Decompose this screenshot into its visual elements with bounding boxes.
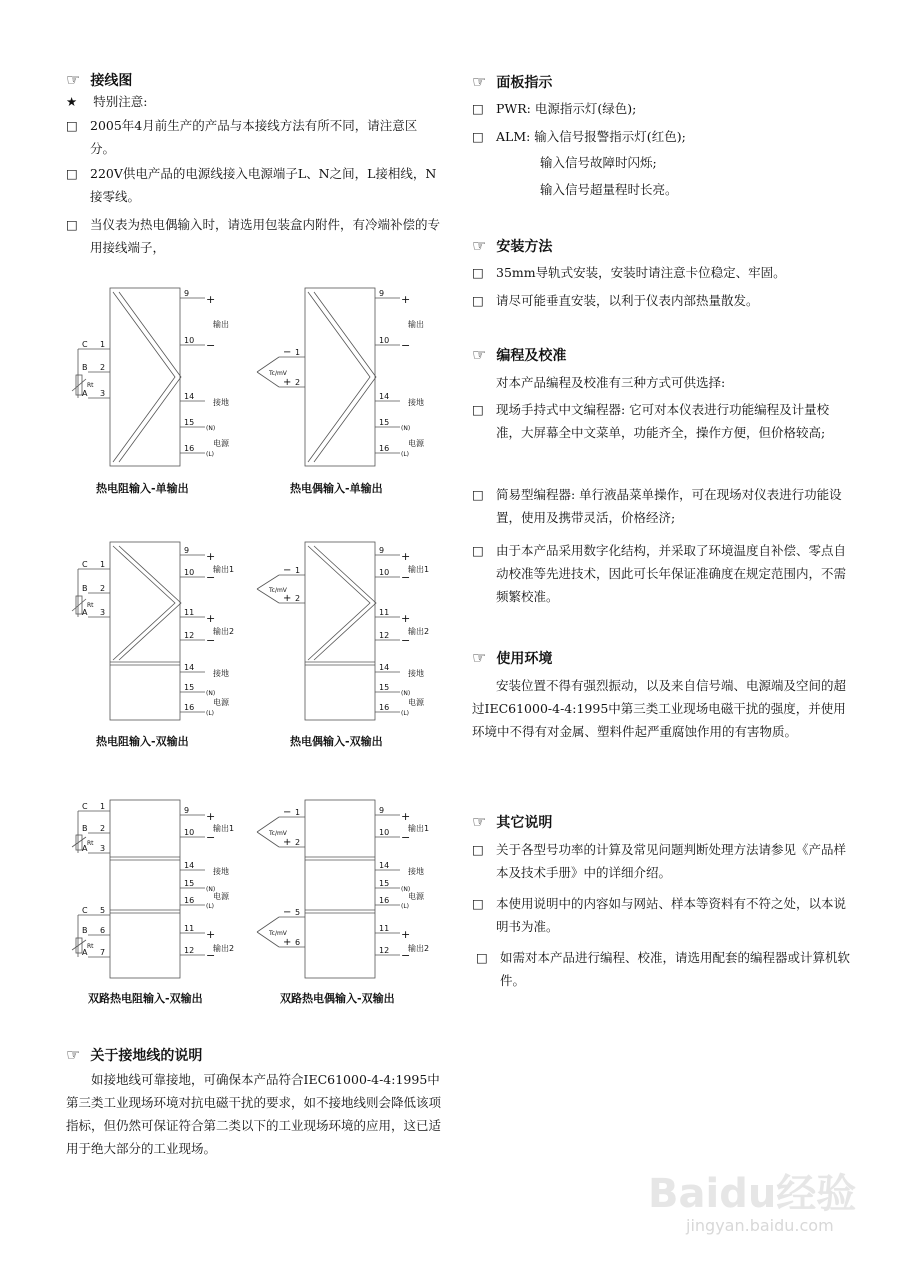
svg-text:12: 12 [379,631,390,640]
svg-text:5: 5 [295,908,301,917]
svg-text:16: 16 [184,444,195,453]
svg-text:11: 11 [184,924,195,933]
svg-text:−: − [401,571,411,584]
checkbox-icon: □ [66,166,78,181]
svg-text:(N): (N) [206,690,216,697]
svg-text:−: − [283,565,292,576]
svg-text:B: B [82,584,88,593]
svg-text:A: A [82,844,88,853]
install-item: □ 请尽可能垂直安装，以利于仪表内部热量散发。 [472,289,852,312]
checkbox-icon: □ [472,293,484,308]
checkbox-icon: □ [472,896,484,911]
svg-text:16: 16 [184,703,195,712]
svg-text:−: − [401,949,411,962]
svg-text:2: 2 [295,378,301,387]
svg-text:1: 1 [295,348,301,357]
pointing-hand-icon: ☞ [472,345,487,364]
panel-sub-on: 输入信号超量程时长亮。 [540,182,678,197]
svg-text:(N): (N) [206,425,216,432]
svg-text:输出: 输出 [213,320,229,329]
svg-text:电源: 电源 [213,892,229,901]
caption-dual-tc-dual: 双路热电偶输入-双输出 [280,992,395,1005]
svg-text:Rt: Rt [87,382,94,389]
svg-text:+: + [401,293,411,306]
svg-text:输出1: 输出1 [408,565,430,574]
svg-text:+: + [401,810,411,823]
svg-text:接地: 接地 [408,398,424,407]
svg-text:6: 6 [295,938,301,947]
pointing-hand-icon: ☞ [472,812,487,831]
svg-text:9: 9 [184,289,190,298]
svg-text:+: + [206,810,216,823]
panel-item-pwr: □ PWR: 电源指示灯(绿色); [472,97,852,120]
other-item: □ 本使用说明中的内容如与网站、样本等资料有不符之处，以本说明书为准。 [472,892,852,938]
diagram-dual-tc-dual [255,795,435,985]
svg-text:C: C [82,340,88,349]
svg-text:1: 1 [100,560,106,569]
svg-text:A: A [82,608,88,617]
checkbox-icon: □ [66,217,78,232]
svg-text:+: + [206,550,216,563]
caption-rtd-single: 热电阻输入-单输出 [96,482,189,495]
svg-text:2: 2 [295,838,301,847]
svg-text:15: 15 [379,683,390,692]
svg-text:7: 7 [100,948,106,957]
checkbox-icon: □ [472,129,484,144]
section-install-title: ☞ 安装方法 [472,236,553,255]
svg-text:2: 2 [100,824,106,833]
module-box [110,288,180,466]
diagram-rtd-single [70,283,245,473]
module-box [305,288,375,466]
svg-text:15: 15 [184,418,195,427]
section-ground-title: ☞ 关于接地线的说明 [66,1045,203,1064]
svg-text:−: − [206,339,216,352]
prog-item: □ 由于本产品采用数字化结构，并采取了环境温度自补偿、零点自动校准等先进技术，因此可长年保证准确度在规定范围内，不需频繁校准。 [472,539,852,608]
svg-text:15: 15 [184,683,195,692]
svg-text:输出1: 输出1 [213,824,235,833]
svg-text:5: 5 [100,906,106,915]
svg-text:−: − [206,949,216,962]
svg-text:15: 15 [184,879,195,888]
svg-text:2: 2 [100,584,106,593]
checkbox-icon: □ [472,402,484,417]
svg-text:9: 9 [184,806,190,815]
svg-text:+: + [401,612,411,625]
svg-text:+: + [283,937,292,948]
pointing-hand-icon: ☞ [66,70,81,89]
svg-text:电源: 电源 [213,439,229,448]
pointing-hand-icon: ☞ [66,1045,81,1064]
pointing-hand-icon: ☞ [472,72,487,91]
svg-text:B: B [82,926,88,935]
svg-text:电源: 电源 [408,439,424,448]
svg-text:C: C [82,560,88,569]
svg-text:14: 14 [184,663,195,672]
module-box [110,800,180,978]
note-item: □ 220V供电产品的电源线接入电源端子L、N之间，L接相线，N接零线。 [66,162,441,208]
env-text: 安装位置不得有强烈振动，以及来自信号端、电源端及空间的超过IEC61000-4-4:1995中第三类工业现场电磁干扰的强度，并使用环境中不得有对金属、塑料件起严重腐蚀作用的有害物质。 [472,678,847,739]
svg-text:10: 10 [379,568,390,577]
prog-intro: 对本产品编程及校准有三种方式可供选择: [496,375,726,390]
svg-text:Tc/mV: Tc/mV [269,587,287,594]
svg-text:+: + [283,377,292,388]
prog-item: □ 简易型编程器: 单行液晶菜单操作，可在现场对仪表进行功能设置，使用及携带灵活，价格经济; [472,483,852,529]
svg-text:输出1: 输出1 [408,824,430,833]
svg-text:14: 14 [184,392,195,401]
ground-text: 如接地线可靠接地，可确保本产品符合IEC61000-4-4:1995中第三类工业现场环境对抗电磁干扰的要求，如不接地线则会降低该项指标，但仍然可保证符合第二类以下的工业现场环境的应用，这已适用于绝大部分的工业现场。 [66,1072,442,1156]
svg-text:接地: 接地 [213,867,229,876]
svg-text:Tc/mV: Tc/mV [269,830,287,837]
svg-text:+: + [206,928,216,941]
svg-text:12: 12 [379,946,390,955]
svg-text:(L): (L) [401,451,410,458]
svg-text:A: A [82,948,88,957]
checkbox-icon: □ [472,487,484,502]
svg-text:6: 6 [100,926,106,935]
svg-text:Tc/mV: Tc/mV [269,370,287,377]
svg-text:1: 1 [295,566,301,575]
svg-text:11: 11 [379,608,390,617]
note-item: □ 当仪表为热电偶输入时，请选用包装盒内附件，有冷端补偿的专用接线端子， [66,213,441,259]
caption-tc-dual: 热电偶输入-双输出 [290,735,383,748]
svg-text:14: 14 [379,861,390,870]
svg-text:B: B [82,363,88,372]
svg-text:Rt: Rt [87,602,94,609]
svg-text:接地: 接地 [213,669,229,678]
svg-text:15: 15 [379,879,390,888]
svg-text:16: 16 [184,896,195,905]
svg-text:Rt: Rt [87,840,94,847]
section-other-title: ☞ 其它说明 [472,812,553,831]
svg-text:电源: 电源 [408,698,424,707]
checkbox-icon: □ [472,101,484,116]
section-prog-title: ☞ 编程及校准 [472,345,567,364]
section-panel-title: ☞ 面板指示 [472,72,553,91]
checkbox-icon: □ [472,842,484,857]
section-env-title: ☞ 使用环境 [472,648,553,667]
svg-text:A: A [82,389,88,398]
svg-text:输出2: 输出2 [408,944,430,953]
diagram-rtd-dual [70,537,245,727]
svg-text:−: − [401,634,411,647]
svg-text:(N): (N) [401,886,411,893]
svg-text:2: 2 [100,363,106,372]
svg-text:3: 3 [100,844,106,853]
svg-text:(L): (L) [206,451,215,458]
svg-text:接地: 接地 [408,867,424,876]
checkbox-icon: □ [472,265,484,280]
diagram-tc-dual [255,537,435,727]
svg-text:3: 3 [100,608,106,617]
svg-text:+: + [401,550,411,563]
svg-text:输出1: 输出1 [213,565,235,574]
svg-text:−: − [206,571,216,584]
svg-text:9: 9 [379,806,385,815]
svg-text:C: C [82,802,88,811]
module-box [305,800,375,978]
panel-item-alm: □ ALM: 输入信号报警指示灯(红色); [472,125,852,148]
svg-text:+: + [283,837,292,848]
other-item: □ 如需对本产品进行编程、校准，请选用配套的编程器或计算机软件。 [476,946,852,992]
install-item: □ 35mm导轨式安装，安装时请注意卡位稳定、牢固。 [472,261,852,284]
svg-text:10: 10 [184,336,195,345]
star-icon: ★ [66,94,78,109]
svg-text:输出2: 输出2 [408,627,430,636]
svg-text:2: 2 [295,594,301,603]
svg-text:输出2: 输出2 [213,944,235,953]
svg-text:12: 12 [184,631,195,640]
svg-text:−: − [206,634,216,647]
prog-item: □ 现场手持式中文编程器: 它可对本仪表进行功能编程及计量校准，大屏幕全中文菜单，功能齐全，操作方便，但价格较高; [472,398,852,444]
svg-text:+: + [206,293,216,306]
svg-text:+: + [401,928,411,941]
svg-text:15: 15 [379,418,390,427]
svg-text:−: − [283,347,292,358]
svg-text:−: − [206,831,216,844]
baidu-watermark-logo: Baidu经验 [648,1171,857,1217]
section-wiring-title: ☞ 接线图 [66,70,133,89]
svg-text:+: + [283,593,292,604]
svg-text:输出: 输出 [408,320,424,329]
pointing-hand-icon: ☞ [472,236,487,255]
svg-text:10: 10 [379,828,390,837]
svg-text:Tc/mV: Tc/mV [269,930,287,937]
svg-text:(L): (L) [401,903,410,910]
svg-text:14: 14 [184,861,195,870]
svg-text:−: − [283,807,292,818]
svg-text:电源: 电源 [408,892,424,901]
svg-text:9: 9 [379,289,385,298]
svg-text:1: 1 [100,802,106,811]
svg-text:B: B [82,824,88,833]
svg-text:接地: 接地 [408,669,424,678]
panel-sub-flash: 输入信号故障时闪烁; [540,155,657,170]
svg-text:电源: 电源 [213,698,229,707]
baidu-watermark-url: jingyan.baidu.com [686,1216,834,1235]
svg-text:(N): (N) [401,425,411,432]
svg-text:输出2: 输出2 [213,627,235,636]
svg-text:C: C [82,906,88,915]
checkbox-icon: □ [66,118,78,133]
caption-tc-single: 热电偶输入-单输出 [290,482,383,495]
note-item: □ 2005年4月前生产的产品与本接线方法有所不同，请注意区分。 [66,114,441,160]
svg-text:−: − [401,339,411,352]
svg-text:(L): (L) [401,710,410,717]
svg-text:16: 16 [379,896,390,905]
svg-text:3: 3 [100,389,106,398]
checkbox-icon: □ [476,950,488,965]
svg-text:9: 9 [184,546,190,555]
checkbox-icon: □ [472,543,484,558]
svg-text:−: − [401,831,411,844]
special-note: ★ 特别注意: [66,94,148,109]
svg-text:11: 11 [184,608,195,617]
svg-text:Rt: Rt [87,943,94,950]
svg-text:9: 9 [379,546,385,555]
svg-text:(L): (L) [206,903,215,910]
svg-text:12: 12 [184,946,195,955]
svg-text:+: + [206,612,216,625]
svg-text:11: 11 [379,924,390,933]
svg-text:−: − [283,907,292,918]
svg-text:(L): (L) [206,710,215,717]
caption-rtd-dual: 热电阻输入-双输出 [96,735,189,748]
svg-text:16: 16 [379,703,390,712]
svg-text:(N): (N) [206,886,216,893]
svg-text:16: 16 [379,444,390,453]
pointing-hand-icon: ☞ [472,648,487,667]
diagram-dual-rtd-dual [70,795,245,985]
svg-text:1: 1 [295,808,301,817]
svg-text:1: 1 [100,340,106,349]
diagram-tc-single [255,283,435,473]
svg-text:10: 10 [184,568,195,577]
caption-dual-rtd-dual: 双路热电阻输入-双输出 [88,992,203,1005]
svg-text:10: 10 [379,336,390,345]
other-item: □ 关于各型号功率的计算及常见问题判断处理方法请参见《产品样本及技术手册》中的详细介绍。 [472,838,852,884]
svg-text:14: 14 [379,663,390,672]
svg-text:14: 14 [379,392,390,401]
svg-text:接地: 接地 [213,398,229,407]
svg-text:(N): (N) [401,690,411,697]
svg-text:10: 10 [184,828,195,837]
